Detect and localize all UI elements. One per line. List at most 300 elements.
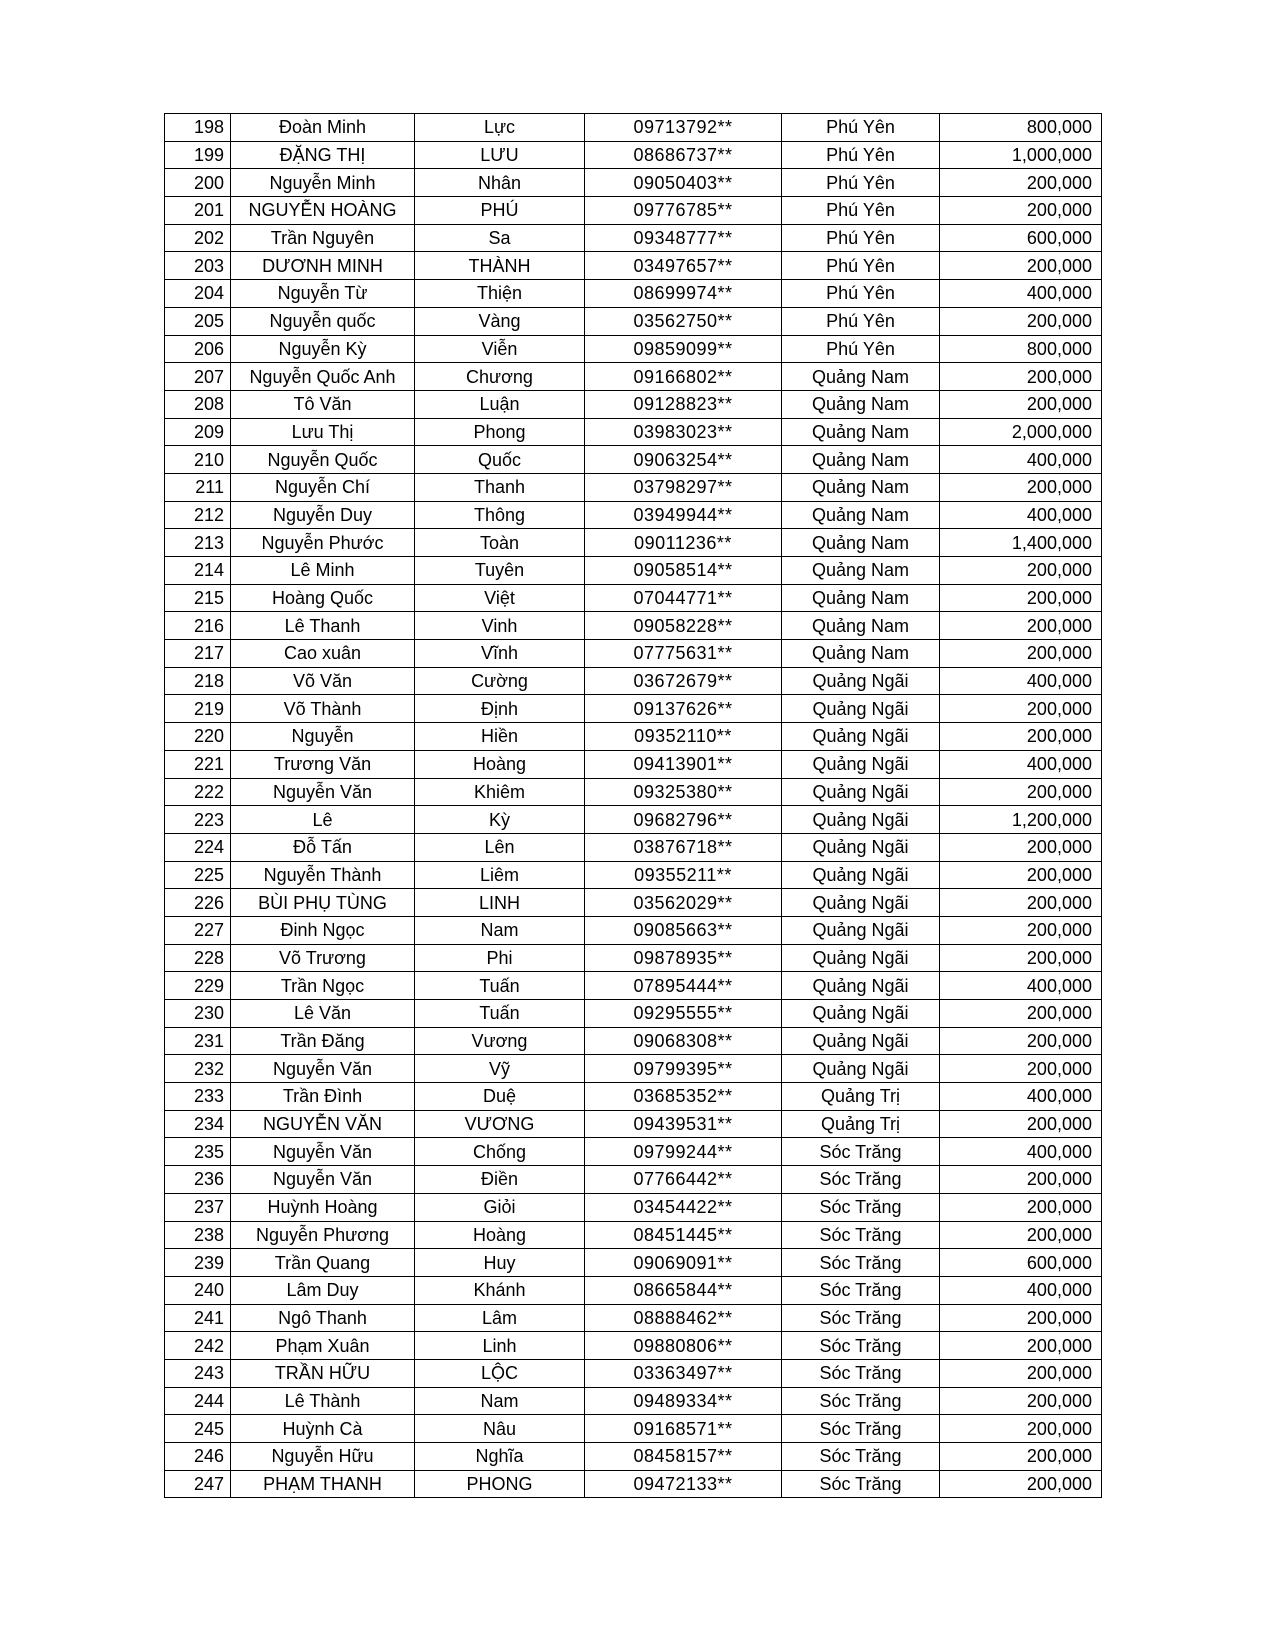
row-number-cell: 212: [165, 501, 231, 529]
row-number-cell: 204: [165, 280, 231, 308]
first-name-cell: Vĩnh: [415, 640, 585, 668]
province-cell: Sóc Trăng: [782, 1359, 940, 1387]
phone-number-cell: 03672679**: [585, 667, 782, 695]
table-row: [165, 1193, 1102, 1221]
table-row: [165, 529, 1102, 557]
row-number-cell: 236: [165, 1166, 231, 1194]
last-middle-name-cell: Nguyễn quốc: [231, 307, 415, 335]
phone-number-cell: 03983023**: [585, 418, 782, 446]
province-cell: Sóc Trăng: [782, 1332, 940, 1360]
first-name-cell: Cường: [415, 667, 585, 695]
phone-number-cell: 09069091**: [585, 1249, 782, 1277]
table-row: [165, 501, 1102, 529]
province-cell: Quảng Ngãi: [782, 806, 940, 834]
phone-number-cell: 09878935**: [585, 944, 782, 972]
table-row: [165, 446, 1102, 474]
row-number-cell: 209: [165, 418, 231, 446]
last-middle-name-cell: Nguyễn Văn: [231, 1166, 415, 1194]
last-middle-name-cell: Trần Đình: [231, 1083, 415, 1111]
last-middle-name-cell: Võ Trương: [231, 944, 415, 972]
first-name-cell: Chống: [415, 1138, 585, 1166]
last-middle-name-cell: BÙI PHỤ TÙNG: [231, 889, 415, 917]
last-middle-name-cell: Trần Quang: [231, 1249, 415, 1277]
amount-cell: 200,000: [940, 1110, 1102, 1138]
phone-number-cell: 08451445**: [585, 1221, 782, 1249]
phone-number-cell: 09880806**: [585, 1332, 782, 1360]
province-cell: Sóc Trăng: [782, 1387, 940, 1415]
last-middle-name-cell: Nguyễn Phước: [231, 529, 415, 557]
row-number-cell: 205: [165, 307, 231, 335]
table-row: [165, 1415, 1102, 1443]
amount-cell: 400,000: [940, 667, 1102, 695]
last-middle-name-cell: Huỳnh Cà: [231, 1415, 415, 1443]
amount-cell: 200,000: [940, 1387, 1102, 1415]
table-row: [165, 723, 1102, 751]
amount-cell: 200,000: [940, 557, 1102, 585]
row-number-cell: 206: [165, 335, 231, 363]
province-cell: Quảng Nam: [782, 640, 940, 668]
row-number-cell: 201: [165, 197, 231, 225]
amount-cell: 400,000: [940, 1138, 1102, 1166]
amount-cell: 200,000: [940, 889, 1102, 917]
province-cell: Sóc Trăng: [782, 1304, 940, 1332]
row-number-cell: 234: [165, 1110, 231, 1138]
table-row: [165, 1083, 1102, 1111]
last-middle-name-cell: Lưu Thị: [231, 418, 415, 446]
last-middle-name-cell: Trần Nguyên: [231, 224, 415, 252]
province-cell: Quảng Ngãi: [782, 972, 940, 1000]
province-cell: Quảng Nam: [782, 390, 940, 418]
last-middle-name-cell: Nguyễn Quốc Anh: [231, 363, 415, 391]
last-middle-name-cell: Võ Văn: [231, 667, 415, 695]
table-row: [165, 418, 1102, 446]
last-middle-name-cell: Ngô Thanh: [231, 1304, 415, 1332]
phone-number-cell: 09799244**: [585, 1138, 782, 1166]
table-row: [165, 750, 1102, 778]
amount-cell: 200,000: [940, 1000, 1102, 1028]
row-number-cell: 233: [165, 1083, 231, 1111]
phone-number-cell: 09050403**: [585, 169, 782, 197]
phone-number-cell: 09713792**: [585, 114, 782, 142]
row-number-cell: 241: [165, 1304, 231, 1332]
phone-number-cell: 03876718**: [585, 833, 782, 861]
phone-number-cell: 09348777**: [585, 224, 782, 252]
table-row: [165, 363, 1102, 391]
row-number-cell: 216: [165, 612, 231, 640]
amount-cell: 400,000: [940, 501, 1102, 529]
row-number-cell: 224: [165, 833, 231, 861]
row-number-cell: 239: [165, 1249, 231, 1277]
last-middle-name-cell: Nguyễn Quốc: [231, 446, 415, 474]
first-name-cell: Linh: [415, 1332, 585, 1360]
province-cell: Sóc Trăng: [782, 1276, 940, 1304]
first-name-cell: Nam: [415, 916, 585, 944]
amount-cell: 200,000: [940, 1359, 1102, 1387]
table-row: [165, 1276, 1102, 1304]
last-middle-name-cell: Nguyễn Văn: [231, 1138, 415, 1166]
amount-cell: 2,000,000: [940, 418, 1102, 446]
amount-cell: 200,000: [940, 861, 1102, 889]
last-middle-name-cell: Lê Minh: [231, 557, 415, 585]
province-cell: Phú Yên: [782, 280, 940, 308]
phone-number-cell: 09325380**: [585, 778, 782, 806]
first-name-cell: Toàn: [415, 529, 585, 557]
last-middle-name-cell: Võ Thành: [231, 695, 415, 723]
first-name-cell: Vàng: [415, 307, 585, 335]
first-name-cell: Nghĩa: [415, 1443, 585, 1471]
row-number-cell: 210: [165, 446, 231, 474]
amount-cell: 200,000: [940, 1415, 1102, 1443]
province-cell: Phú Yên: [782, 197, 940, 225]
table-row: [165, 584, 1102, 612]
row-number-cell: 223: [165, 806, 231, 834]
amount-cell: 400,000: [940, 1083, 1102, 1111]
table-row: [165, 612, 1102, 640]
province-cell: Quảng Nam: [782, 501, 940, 529]
table-row: [165, 473, 1102, 501]
phone-number-cell: 03562029**: [585, 889, 782, 917]
first-name-cell: Hoàng: [415, 750, 585, 778]
table-row: [165, 1221, 1102, 1249]
row-number-cell: 211: [165, 473, 231, 501]
row-number-cell: 217: [165, 640, 231, 668]
phone-number-cell: 09058514**: [585, 557, 782, 585]
province-cell: Sóc Trăng: [782, 1470, 940, 1498]
phone-number-cell: 08686737**: [585, 141, 782, 169]
amount-cell: 200,000: [940, 252, 1102, 280]
amount-cell: 200,000: [940, 307, 1102, 335]
table-row: [165, 169, 1102, 197]
first-name-cell: PHONG: [415, 1470, 585, 1498]
province-cell: Phú Yên: [782, 141, 940, 169]
table-row: [165, 114, 1102, 142]
first-name-cell: Quốc: [415, 446, 585, 474]
amount-cell: 200,000: [940, 640, 1102, 668]
first-name-cell: Khánh: [415, 1276, 585, 1304]
last-middle-name-cell: Lê: [231, 806, 415, 834]
phone-number-cell: 09166802**: [585, 363, 782, 391]
amount-cell: 200,000: [940, 1027, 1102, 1055]
province-cell: Quảng Nam: [782, 557, 940, 585]
row-number-cell: 221: [165, 750, 231, 778]
row-number-cell: 245: [165, 1415, 231, 1443]
first-name-cell: Định: [415, 695, 585, 723]
first-name-cell: LỘC: [415, 1359, 585, 1387]
first-name-cell: Vỹ: [415, 1055, 585, 1083]
row-number-cell: 213: [165, 529, 231, 557]
row-number-cell: 246: [165, 1443, 231, 1471]
phone-number-cell: 09137626**: [585, 695, 782, 723]
first-name-cell: PHÚ: [415, 197, 585, 225]
table-row: [165, 252, 1102, 280]
phone-number-cell: 09799395**: [585, 1055, 782, 1083]
first-name-cell: LINH: [415, 889, 585, 917]
table-row: [165, 806, 1102, 834]
row-number-cell: 240: [165, 1276, 231, 1304]
amount-cell: 200,000: [940, 833, 1102, 861]
last-middle-name-cell: Nguyễn Thành: [231, 861, 415, 889]
last-middle-name-cell: Trương Văn: [231, 750, 415, 778]
phone-number-cell: 09439531**: [585, 1110, 782, 1138]
phone-number-cell: 08665844**: [585, 1276, 782, 1304]
province-cell: Quảng Ngãi: [782, 1055, 940, 1083]
table-row: [165, 557, 1102, 585]
amount-cell: 200,000: [940, 584, 1102, 612]
phone-number-cell: 09859099**: [585, 335, 782, 363]
row-number-cell: 218: [165, 667, 231, 695]
amount-cell: 200,000: [940, 778, 1102, 806]
province-cell: Quảng Ngãi: [782, 833, 940, 861]
last-middle-name-cell: Phạm Xuân: [231, 1332, 415, 1360]
row-number-cell: 230: [165, 1000, 231, 1028]
amount-cell: 800,000: [940, 335, 1102, 363]
amount-cell: 1,200,000: [940, 806, 1102, 834]
first-name-cell: Chương: [415, 363, 585, 391]
row-number-cell: 214: [165, 557, 231, 585]
province-cell: Quảng Nam: [782, 612, 940, 640]
first-name-cell: Việt: [415, 584, 585, 612]
last-middle-name-cell: Lê Thanh: [231, 612, 415, 640]
amount-cell: 400,000: [940, 446, 1102, 474]
last-middle-name-cell: Hoàng Quốc: [231, 584, 415, 612]
first-name-cell: Hoàng: [415, 1221, 585, 1249]
phone-number-cell: 07775631**: [585, 640, 782, 668]
province-cell: Quảng Ngãi: [782, 750, 940, 778]
first-name-cell: Khiêm: [415, 778, 585, 806]
province-cell: Quảng Ngãi: [782, 695, 940, 723]
first-name-cell: Phi: [415, 944, 585, 972]
table-row: [165, 390, 1102, 418]
phone-number-cell: 09776785**: [585, 197, 782, 225]
last-middle-name-cell: NGUYỄN HOÀNG: [231, 197, 415, 225]
row-number-cell: 202: [165, 224, 231, 252]
amount-cell: 1,400,000: [940, 529, 1102, 557]
phone-number-cell: 07895444**: [585, 972, 782, 1000]
amount-cell: 200,000: [940, 723, 1102, 751]
amount-cell: 200,000: [940, 1193, 1102, 1221]
last-middle-name-cell: Đỗ Tấn: [231, 833, 415, 861]
table-row: [165, 307, 1102, 335]
first-name-cell: Thông: [415, 501, 585, 529]
province-cell: Quảng Nam: [782, 473, 940, 501]
first-name-cell: Sa: [415, 224, 585, 252]
phone-number-cell: 08888462**: [585, 1304, 782, 1332]
province-cell: Sóc Trăng: [782, 1443, 940, 1471]
last-middle-name-cell: Nguyễn Văn: [231, 778, 415, 806]
province-cell: Phú Yên: [782, 252, 940, 280]
phone-number-cell: 09295555**: [585, 1000, 782, 1028]
donor-table: [164, 113, 1102, 1498]
first-name-cell: Phong: [415, 418, 585, 446]
table-row: [165, 916, 1102, 944]
last-middle-name-cell: NGUYỄN VĂN: [231, 1110, 415, 1138]
table-row: [165, 1249, 1102, 1277]
first-name-cell: Vương: [415, 1027, 585, 1055]
province-cell: Phú Yên: [782, 307, 940, 335]
amount-cell: 200,000: [940, 1055, 1102, 1083]
row-number-cell: 232: [165, 1055, 231, 1083]
amount-cell: 200,000: [940, 197, 1102, 225]
province-cell: Sóc Trăng: [782, 1249, 940, 1277]
row-number-cell: 208: [165, 390, 231, 418]
row-number-cell: 237: [165, 1193, 231, 1221]
table-row: [165, 1110, 1102, 1138]
phone-number-cell: 09068308**: [585, 1027, 782, 1055]
province-cell: Phú Yên: [782, 169, 940, 197]
phone-number-cell: 09063254**: [585, 446, 782, 474]
table-row: [165, 1138, 1102, 1166]
table-row: [165, 640, 1102, 668]
amount-cell: 200,000: [940, 1332, 1102, 1360]
amount-cell: 1,000,000: [940, 141, 1102, 169]
province-cell: Quảng Ngãi: [782, 667, 940, 695]
province-cell: Quảng Ngãi: [782, 778, 940, 806]
first-name-cell: VƯƠNG: [415, 1110, 585, 1138]
amount-cell: 200,000: [940, 363, 1102, 391]
row-number-cell: 229: [165, 972, 231, 1000]
first-name-cell: Tuyên: [415, 557, 585, 585]
first-name-cell: Giỏi: [415, 1193, 585, 1221]
row-number-cell: 231: [165, 1027, 231, 1055]
amount-cell: 200,000: [940, 695, 1102, 723]
first-name-cell: Tuấn: [415, 972, 585, 1000]
province-cell: Quảng Nam: [782, 446, 940, 474]
row-number-cell: 228: [165, 944, 231, 972]
last-middle-name-cell: Tô Văn: [231, 390, 415, 418]
province-cell: Phú Yên: [782, 114, 940, 142]
phone-number-cell: 03798297**: [585, 473, 782, 501]
amount-cell: 800,000: [940, 114, 1102, 142]
table-row: [165, 141, 1102, 169]
province-cell: Sóc Trăng: [782, 1138, 940, 1166]
phone-number-cell: 09413901**: [585, 750, 782, 778]
table-row: [165, 1470, 1102, 1498]
amount-cell: 200,000: [940, 1304, 1102, 1332]
province-cell: Quảng Ngãi: [782, 861, 940, 889]
table-row: [165, 778, 1102, 806]
table-row: [165, 1332, 1102, 1360]
phone-number-cell: 09011236**: [585, 529, 782, 557]
province-cell: Quảng Ngãi: [782, 944, 940, 972]
province-cell: Sóc Trăng: [782, 1166, 940, 1194]
first-name-cell: Kỳ: [415, 806, 585, 834]
phone-number-cell: 09472133**: [585, 1470, 782, 1498]
table-row: [165, 1387, 1102, 1415]
province-cell: Quảng Ngãi: [782, 916, 940, 944]
table-row: [165, 861, 1102, 889]
first-name-cell: Viễn: [415, 335, 585, 363]
first-name-cell: Lâm: [415, 1304, 585, 1332]
amount-cell: 400,000: [940, 750, 1102, 778]
table-row: [165, 1166, 1102, 1194]
province-cell: Sóc Trăng: [782, 1221, 940, 1249]
table-row: [165, 833, 1102, 861]
last-middle-name-cell: Lê Văn: [231, 1000, 415, 1028]
row-number-cell: 226: [165, 889, 231, 917]
province-cell: Phú Yên: [782, 335, 940, 363]
table-row: [165, 667, 1102, 695]
province-cell: Phú Yên: [782, 224, 940, 252]
row-number-cell: 222: [165, 778, 231, 806]
last-middle-name-cell: Nguyễn Chí: [231, 473, 415, 501]
table-row: [165, 972, 1102, 1000]
last-middle-name-cell: Trần Ngọc: [231, 972, 415, 1000]
amount-cell: 200,000: [940, 1443, 1102, 1471]
row-number-cell: 244: [165, 1387, 231, 1415]
row-number-cell: 242: [165, 1332, 231, 1360]
amount-cell: 200,000: [940, 390, 1102, 418]
last-middle-name-cell: Nguyễn Hữu: [231, 1443, 415, 1471]
last-middle-name-cell: Đoàn Minh: [231, 114, 415, 142]
row-number-cell: 227: [165, 916, 231, 944]
row-number-cell: 220: [165, 723, 231, 751]
amount-cell: 400,000: [940, 1276, 1102, 1304]
amount-cell: 200,000: [940, 916, 1102, 944]
last-middle-name-cell: PHẠM THANH: [231, 1470, 415, 1498]
row-number-cell: 207: [165, 363, 231, 391]
first-name-cell: Điền: [415, 1166, 585, 1194]
phone-number-cell: 08458157**: [585, 1443, 782, 1471]
first-name-cell: Thiện: [415, 280, 585, 308]
last-middle-name-cell: Lê Thành: [231, 1387, 415, 1415]
first-name-cell: Thanh: [415, 473, 585, 501]
province-cell: Quảng Nam: [782, 418, 940, 446]
province-cell: Quảng Nam: [782, 529, 940, 557]
first-name-cell: Lực: [415, 114, 585, 142]
last-middle-name-cell: Nguyễn: [231, 723, 415, 751]
phone-number-cell: 08699974**: [585, 280, 782, 308]
phone-number-cell: 09128823**: [585, 390, 782, 418]
first-name-cell: Vinh: [415, 612, 585, 640]
amount-cell: 200,000: [940, 612, 1102, 640]
amount-cell: 200,000: [940, 473, 1102, 501]
phone-number-cell: 03454422**: [585, 1193, 782, 1221]
row-number-cell: 215: [165, 584, 231, 612]
table-row: [165, 335, 1102, 363]
last-middle-name-cell: Lâm Duy: [231, 1276, 415, 1304]
row-number-cell: 198: [165, 114, 231, 142]
phone-number-cell: 03497657**: [585, 252, 782, 280]
last-middle-name-cell: Huỳnh Hoàng: [231, 1193, 415, 1221]
table-row: [165, 280, 1102, 308]
row-number-cell: 225: [165, 861, 231, 889]
table-row: [165, 944, 1102, 972]
province-cell: Quảng Ngãi: [782, 889, 940, 917]
table-row: [165, 1304, 1102, 1332]
table-row: [165, 1359, 1102, 1387]
phone-number-cell: 09058228**: [585, 612, 782, 640]
last-middle-name-cell: Nguyễn Duy: [231, 501, 415, 529]
phone-number-cell: 09489334**: [585, 1387, 782, 1415]
phone-number-cell: 09168571**: [585, 1415, 782, 1443]
row-number-cell: 200: [165, 169, 231, 197]
table-body: [165, 114, 1102, 1498]
first-name-cell: Hiền: [415, 723, 585, 751]
first-name-cell: Tuấn: [415, 1000, 585, 1028]
last-middle-name-cell: Nguyễn Phương: [231, 1221, 415, 1249]
first-name-cell: LƯU: [415, 141, 585, 169]
first-name-cell: Lên: [415, 833, 585, 861]
phone-number-cell: 09085663**: [585, 916, 782, 944]
province-cell: Quảng Ngãi: [782, 1027, 940, 1055]
table-row: [165, 197, 1102, 225]
donor-table-container: [164, 113, 1102, 1498]
last-middle-name-cell: TRẦN HỮU: [231, 1359, 415, 1387]
last-middle-name-cell: Nguyễn Kỳ: [231, 335, 415, 363]
first-name-cell: THÀNH: [415, 252, 585, 280]
province-cell: Sóc Trăng: [782, 1415, 940, 1443]
phone-number-cell: 03949944**: [585, 501, 782, 529]
